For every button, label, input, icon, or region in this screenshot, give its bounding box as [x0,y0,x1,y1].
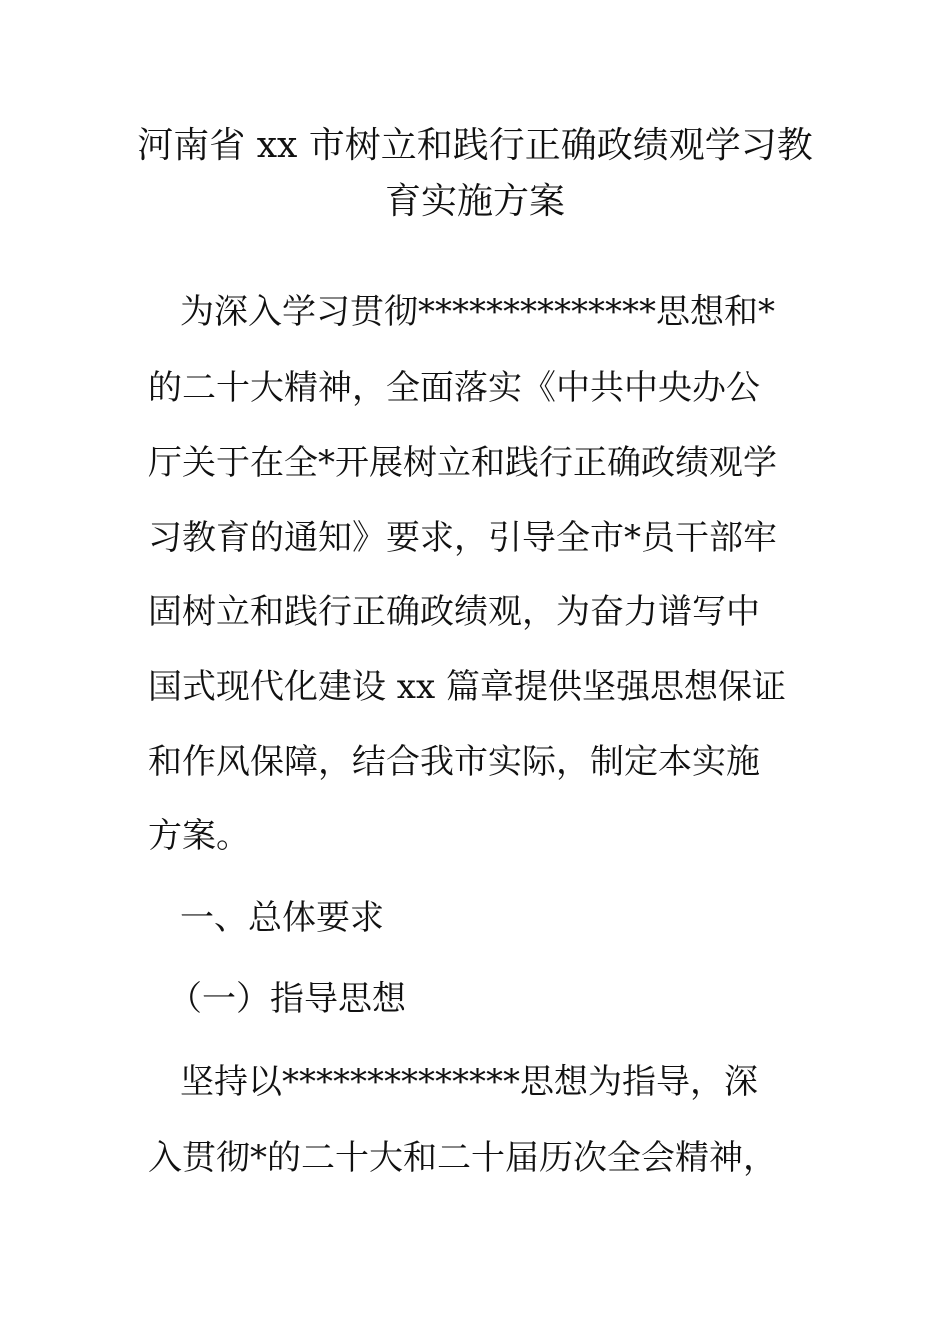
body-line: 为深入学习贯彻**************思想和* [180,292,775,332]
body-line: 厅关于在全*开展树立和践行正确政绩观学 [148,443,777,483]
section-heading: 一、总体要求 [180,898,384,938]
body-line: 国式现代化建设 xx 篇章提供坚强思想保证 [148,667,786,707]
body-line: 入贯彻*的二十大和二十届历次全会精神， [148,1138,777,1178]
document-title-line-2: 育实施方案 [384,181,565,222]
body-line: 和作风保障，结合我市实际，制定本实施 [148,742,760,782]
body-line: 习教育的通知》要求，引导全市*员干部牢 [148,518,777,558]
subsection-heading: （一）指导思想 [168,979,406,1019]
body-line: 的二十大精神，全面落实《中共中央办公 [148,368,760,408]
document-title-line-1: 河南省 xx 市树立和践行正确政绩观学习教 [137,125,813,166]
body-line: 方案。 [148,816,250,856]
body-line: 固树立和践行正确政绩观，为奋力谱写中 [148,592,760,632]
body-line: 坚持以**************思想为指导，深 [180,1062,758,1102]
